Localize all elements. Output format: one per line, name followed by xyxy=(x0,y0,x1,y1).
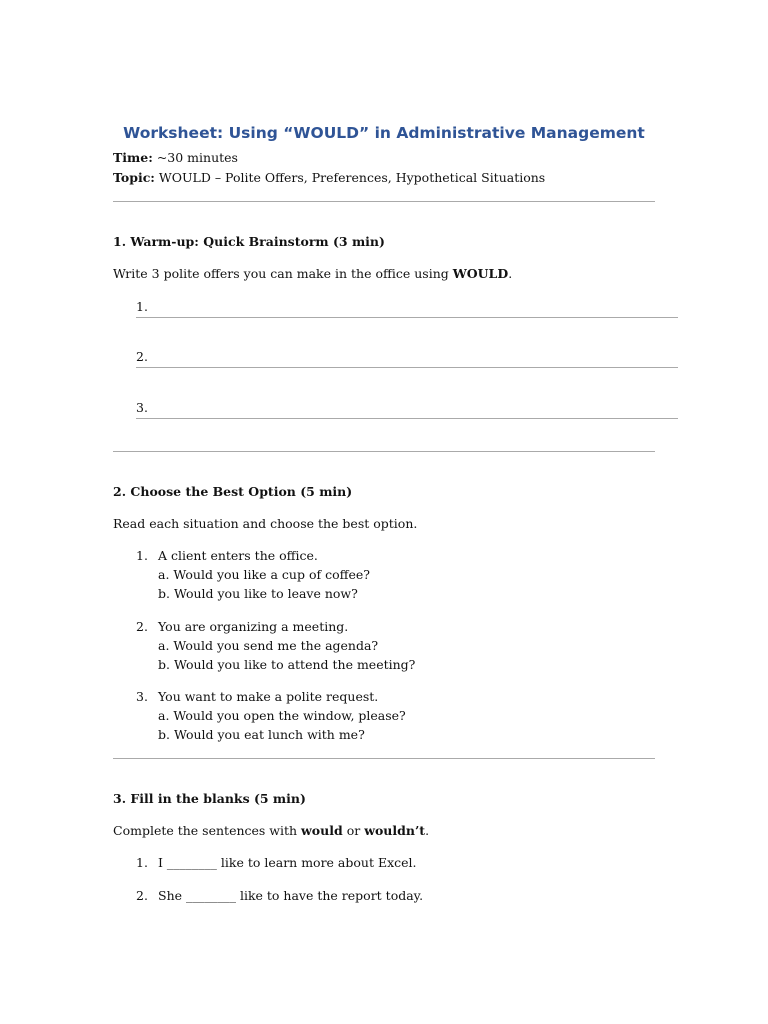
question-prompt: You are organizing a meeting. xyxy=(158,619,349,634)
topic-value: WOULD – Polite Offers, Preferences, Hypothetical Situations xyxy=(154,170,546,185)
topic-label: Topic: xyxy=(113,170,155,185)
instruction-text: or xyxy=(342,823,365,838)
divider xyxy=(113,758,655,759)
instruction-bold: would xyxy=(301,823,343,838)
option-b[interactable]: b. Would you eat lunch with me? xyxy=(158,727,365,742)
section3-instruction xyxy=(113,823,429,838)
instruction-text: . xyxy=(508,266,513,281)
instruction-text: Write 3 polite offers you can make in the office using xyxy=(113,266,453,281)
question-prompt: You want to make a polite request. xyxy=(158,689,379,704)
time-line xyxy=(113,150,238,165)
section2-instruction: Read each situation and choose the best option. xyxy=(113,516,418,531)
instruction-bold: WOULD xyxy=(452,266,509,281)
time-label: Time: xyxy=(113,150,153,165)
divider xyxy=(113,451,655,452)
item-number: 1. xyxy=(136,855,148,870)
answer-line-1[interactable] xyxy=(136,299,678,318)
option-a[interactable]: a. Would you like a cup of coffee? xyxy=(158,567,370,582)
option-b[interactable]: b. Would you like to leave now? xyxy=(158,586,358,601)
fill-blank-sentence[interactable]: She ________ like to have the report today. xyxy=(158,888,424,903)
instruction-text: Complete the sentences with xyxy=(113,823,302,838)
section1-heading: 1. Warm-up: Quick Brainstorm (3 min) xyxy=(113,234,385,249)
question-number: 3. xyxy=(136,689,148,704)
time-value: ~30 minutes xyxy=(152,150,238,165)
question-number: 2. xyxy=(136,619,148,634)
option-a[interactable]: a. Would you send me the agenda? xyxy=(158,638,379,653)
section2-heading: 2. Choose the Best Option (5 min) xyxy=(113,484,353,499)
section3-heading: 3. Fill in the blanks (5 min) xyxy=(113,791,306,806)
option-b[interactable]: b. Would you like to attend the meeting? xyxy=(158,657,416,672)
answer-line-2[interactable] xyxy=(136,349,678,368)
answer-line-number: 3. xyxy=(136,400,148,415)
instruction-bold: wouldn’t xyxy=(364,823,426,838)
divider xyxy=(113,201,655,202)
instruction-text: . xyxy=(425,823,430,838)
answer-line-number: 1. xyxy=(136,299,148,314)
option-a[interactable]: a. Would you open the window, please? xyxy=(158,708,406,723)
page-title: Worksheet: Using “WOULD” in Administrative Management xyxy=(123,124,645,142)
fill-blank-sentence[interactable]: I ________ like to learn more about Excel. xyxy=(158,855,417,870)
question-number: 1. xyxy=(136,548,148,563)
section1-instruction xyxy=(113,266,512,281)
answer-line-number: 2. xyxy=(136,349,148,364)
answer-line-3[interactable] xyxy=(136,400,678,419)
topic-line xyxy=(113,170,545,185)
question-prompt: A client enters the office. xyxy=(158,548,318,563)
item-number: 2. xyxy=(136,888,148,903)
